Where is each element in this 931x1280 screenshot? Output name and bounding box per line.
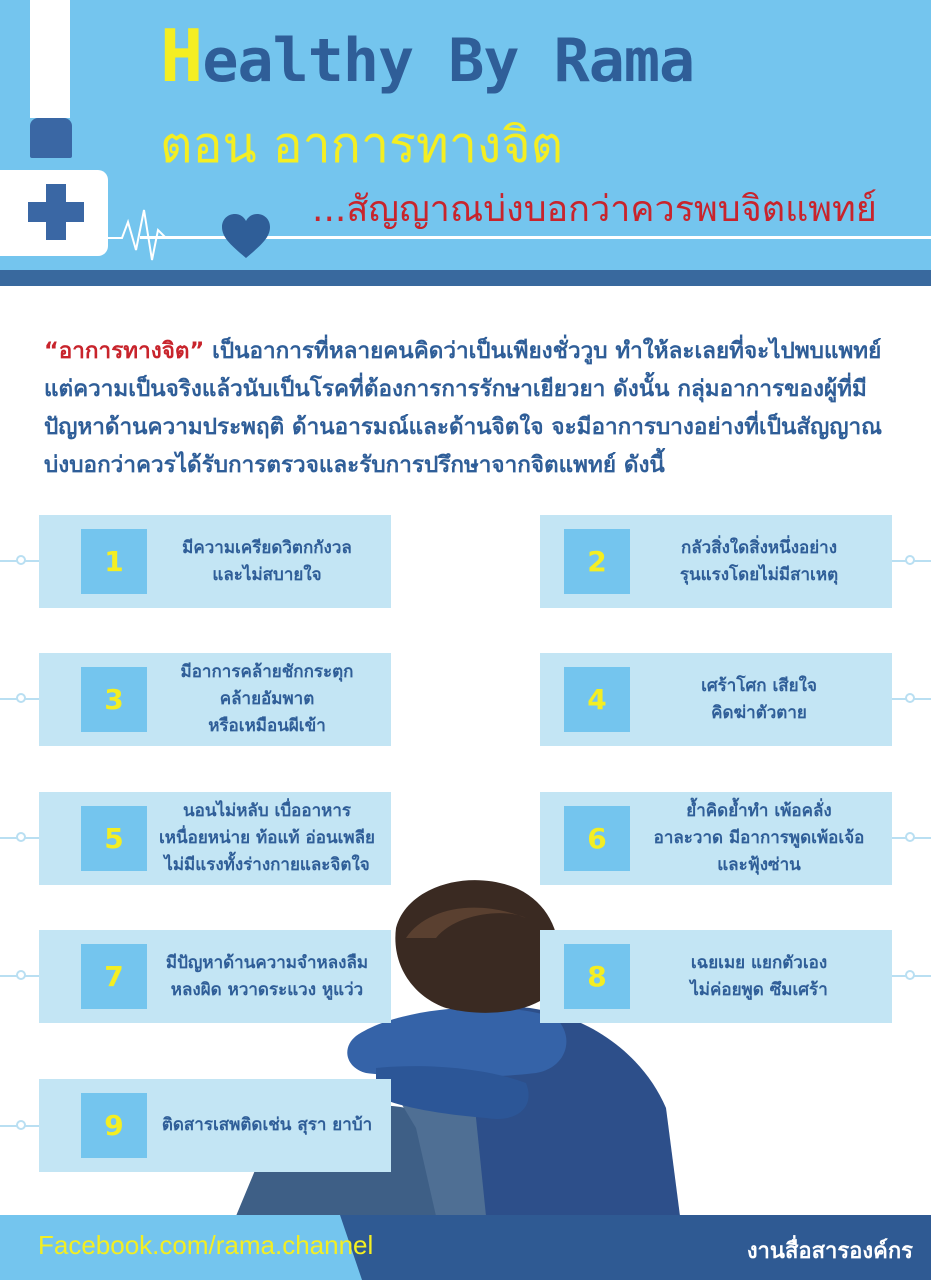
tagline: ...สัญญาณบ่งบอกว่าควรพบจิตแพทย์ [312, 189, 877, 230]
symptom-line: มีความเครียดวิตกกังวล [182, 537, 352, 558]
title-first-letter: H [160, 14, 203, 98]
symptom-line: เหนื่อยหน่าย ท้อแท้ อ่อนเพลีย [159, 828, 375, 848]
timeline-dot [905, 832, 915, 842]
symptom-text [151, 1079, 383, 1172]
symptom-line: รุนแรงโดยไม่มีสาเหตุ [679, 564, 839, 585]
episode-subtitle: ตอน อาการทางจิต [160, 116, 564, 174]
symptom-number: 7 [81, 944, 147, 1009]
symptom-line: คิดฆ่าตัวตาย [711, 702, 807, 723]
timeline-dot [905, 555, 915, 565]
symptom-number: 8 [564, 944, 630, 1009]
page-title [160, 14, 694, 98]
symptom-text [634, 515, 884, 608]
intro-highlight: “อาการทางจิต” [44, 338, 205, 364]
symptom-text [634, 653, 884, 746]
timeline-dot [16, 555, 26, 565]
symptom-line: มีปัญหาด้านความจำหลงลืม [165, 952, 369, 973]
symptom-number: 3 [81, 667, 147, 732]
symptom-line: หลงผิด หวาดระแวง หูแว่ว [170, 979, 364, 1000]
symptom-line: ติดสารเสพติดเช่น สุรา ยาบ้า [161, 1115, 373, 1135]
timeline-dot [16, 970, 26, 980]
symptom-line: มีอาการคล้ายชักกระตุก [180, 662, 354, 682]
intro-body: เป็นอาการที่หลายคนคิดว่าเป็นเพียงชั่ววูบ ทำให้ละเลยที่จะไปพบแพทย์ แต่ความเป็นจริงแล้วนับเป็นโรคที่ต้องการการรักษาเยียวยา ดังนั้น กลุ่มอาการของผู้ที่มีปัญหาด้านความประพฤติ ด้านอารมณ์และด้านจิตใจ จะมีอาการบางอย่างที่เป็นสัญญาณบ่งบอกว่าควรได้รับการตรวจและรับการปรึกษาจากจิตแพทย์ ดังนี้ [44, 338, 882, 478]
symptom-card-5 [39, 792, 391, 885]
symptom-card-1 [39, 515, 391, 608]
symptom-number: 1 [81, 529, 147, 594]
symptom-card-4 [540, 653, 892, 746]
symptom-number: 9 [81, 1093, 147, 1158]
symptom-line: กลัวสิ่งใดสิ่งหนึ่งอย่าง [680, 537, 838, 558]
organization-name: งานสื่อสารองค์กร [746, 1239, 913, 1264]
symptom-text [151, 930, 383, 1023]
symptom-line: และฟุ้งซ่าน [717, 855, 801, 875]
symptom-line: หรือเหมือนผีเข้า [208, 716, 326, 736]
heartbeat-line-icon [108, 200, 218, 264]
symptom-card-3 [39, 653, 391, 746]
symptom-text [151, 653, 383, 746]
timeline-dot [905, 970, 915, 980]
symptom-line: ไม่ค่อยพูด ซึมเศร้า [690, 979, 828, 1000]
symptom-line: นอนไม่หลับ เบื่ออาหาร [183, 801, 351, 821]
symptom-number: 6 [564, 806, 630, 871]
symptom-line: ย้ำคิดย้ำทำ เพ้อคลั่ง [686, 801, 832, 821]
symptom-line: เศร้าโศก เสียใจ [701, 675, 817, 696]
facebook-link[interactable]: Facebook.com/rama.channel [38, 1230, 374, 1260]
symptom-card-7 [39, 930, 391, 1023]
kit-strap [30, 0, 70, 118]
intro-paragraph [44, 332, 904, 484]
symptom-line: ไม่มีแรงทั้งร่างกายและจิตใจ [164, 855, 370, 875]
symptom-card-8 [540, 930, 892, 1023]
symptom-line: เฉยเมย แยกตัวเอง [690, 952, 828, 973]
symptom-line: และไม่สบายใจ [212, 564, 322, 585]
medical-cross-icon-bar [28, 202, 84, 222]
symptom-text [634, 792, 884, 885]
symptom-line: อาละวาด มีอาการพูดเพ้อเจ้อ [653, 828, 865, 848]
timeline-dot [16, 1120, 26, 1130]
heart-icon [222, 214, 270, 260]
symptom-number: 5 [81, 806, 147, 871]
symptom-card-6 [540, 792, 892, 885]
symptom-number: 4 [564, 667, 630, 732]
symptom-text [151, 515, 383, 608]
symptom-line: คล้ายอัมพาต [219, 689, 315, 709]
timeline-dot [905, 693, 915, 703]
header-stripe [0, 270, 931, 286]
symptom-number: 2 [564, 529, 630, 594]
symptom-text [151, 792, 383, 885]
timeline-dot [16, 693, 26, 703]
kit-handle [30, 118, 72, 158]
symptom-text [634, 930, 884, 1023]
title-rest: ealthy By Rama [202, 26, 695, 96]
timeline-dot [16, 832, 26, 842]
symptom-card-9 [39, 1079, 391, 1172]
header-banner [0, 0, 931, 272]
symptom-card-2 [540, 515, 892, 608]
